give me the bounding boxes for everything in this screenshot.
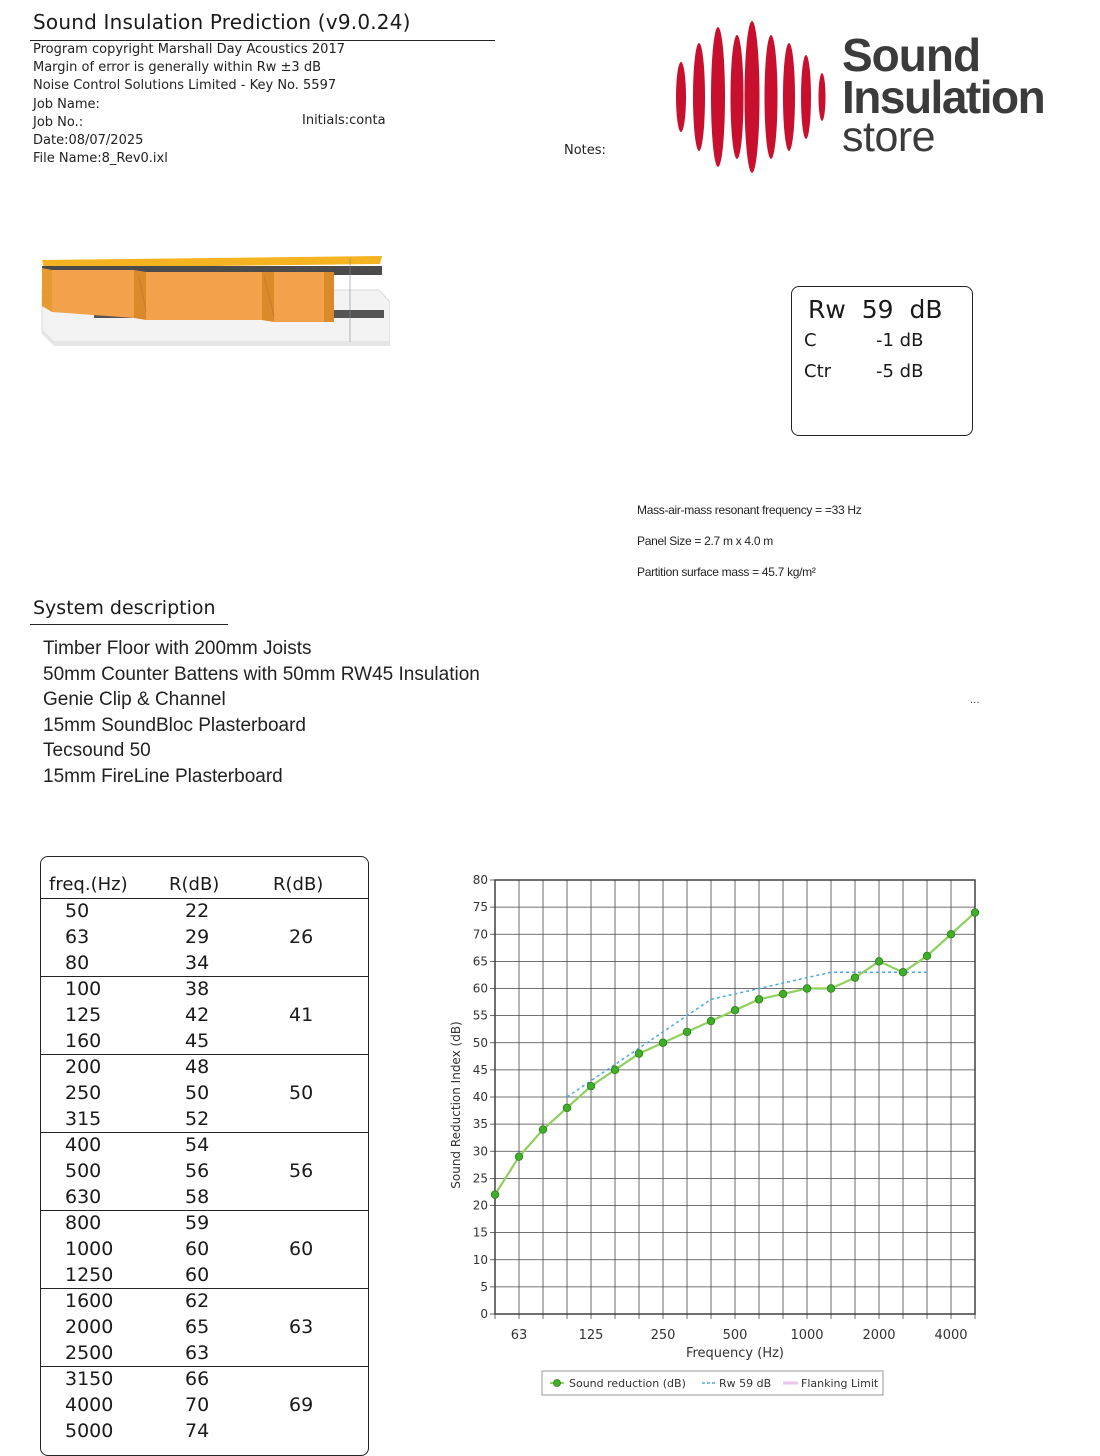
meta-date: Date:08/07/2025 <box>33 133 144 149</box>
sound-reduction-point <box>803 985 811 993</box>
sound-reduction-point <box>851 974 859 982</box>
cell-r-third-octave: 34 <box>185 952 210 974</box>
header-octave-r: R(dB) <box>273 874 324 895</box>
sound-reduction-point <box>659 1039 667 1047</box>
meta-job-name: Job Name: <box>33 96 100 112</box>
logo-line-store: store <box>842 113 936 161</box>
frequency-table <box>40 856 369 1456</box>
sound-reduction-point <box>587 1082 595 1090</box>
cell-frequency: 5000 <box>65 1420 114 1442</box>
header-frequency: freq.(Hz) <box>49 874 128 895</box>
cell-r-third-octave: 54 <box>185 1134 210 1156</box>
initials: Initials:conta <box>302 113 386 128</box>
sound-reduction-point <box>899 968 907 976</box>
y-tick-label: 0 <box>480 1307 488 1321</box>
cell-r-third-octave: 56 <box>185 1160 210 1182</box>
sound-reduction-point <box>755 996 763 1004</box>
sound-reduction-point <box>563 1104 571 1112</box>
sound-reduction-point <box>971 909 979 917</box>
x-axis-title: Frequency (Hz) <box>685 1346 785 1361</box>
cell-r-octave: 26 <box>289 926 314 948</box>
cell-r-third-octave: 74 <box>185 1420 210 1442</box>
x-tick-label: 4000 <box>934 1328 968 1343</box>
x-tick-label: 125 <box>578 1328 604 1343</box>
resonant-frequency: Mass-air-mass resonant frequency = =33 Hz <box>637 503 862 517</box>
cell-r-third-octave: 42 <box>185 1004 210 1026</box>
cell-frequency: 1600 <box>65 1290 114 1312</box>
cell-frequency: 2000 <box>65 1316 114 1338</box>
cell-frequency: 1000 <box>65 1238 114 1260</box>
cell-frequency: 63 <box>65 926 90 948</box>
cell-r-third-octave: 62 <box>185 1290 210 1312</box>
meta-job-no: Job No.: <box>33 114 84 130</box>
sound-reduction-point <box>923 952 931 960</box>
notes-label: Notes: <box>564 143 606 158</box>
y-tick-label: 70 <box>472 927 488 942</box>
y-tick-label: 75 <box>472 900 488 915</box>
rw-label: Rw <box>808 295 846 324</box>
ellipsis-mark: ... <box>970 695 980 706</box>
sound-reduction-point <box>731 1006 739 1014</box>
sound-reduction-point <box>491 1191 499 1199</box>
header-third-octave-r: R(dB) <box>169 874 220 895</box>
y-tick-label: 15 <box>472 1225 488 1240</box>
rw-rating <box>808 295 943 324</box>
cell-r-third-octave: 48 <box>185 1056 210 1078</box>
ctr-rating <box>804 361 923 382</box>
cell-frequency: 315 <box>65 1108 102 1130</box>
brand-logo-text <box>842 29 1045 161</box>
y-tick-label: 40 <box>472 1090 488 1104</box>
cell-r-third-octave: 52 <box>185 1108 210 1130</box>
cell-r-third-octave: 22 <box>185 900 210 922</box>
cell-r-third-octave: 38 <box>185 978 210 1000</box>
y-tick-label: 35 <box>472 1117 488 1132</box>
sound-reduction-point <box>779 990 787 998</box>
meta-file-name: File Name:8_Rev0.ixl <box>33 151 168 167</box>
x-tick-label: 1000 <box>790 1328 824 1343</box>
cell-r-third-octave: 58 <box>185 1186 210 1208</box>
layer-item: Tecsound 50 <box>43 740 151 761</box>
sound-reduction-point <box>707 1017 715 1025</box>
sound-reduction-point <box>683 1028 691 1036</box>
layer-item: Timber Floor with 200mm Joists <box>43 638 312 659</box>
legend-marker-sound-reduction <box>554 1380 561 1387</box>
cell-frequency: 125 <box>65 1004 102 1026</box>
sound-wave-logo-icon <box>672 18 832 176</box>
y-tick-label: 20 <box>472 1198 488 1213</box>
x-tick-label: 2000 <box>862 1328 896 1343</box>
rw-value: 59 <box>861 295 894 324</box>
logo-line-sound: Sound <box>842 29 981 81</box>
surface-mass: Partition surface mass = 45.7 kg/m² <box>637 565 816 579</box>
sound-reduction-chart <box>440 862 1000 1422</box>
y-tick-label: 45 <box>472 1062 488 1077</box>
cell-r-third-octave: 60 <box>185 1238 210 1260</box>
cell-r-octave: 60 <box>289 1238 314 1260</box>
cell-r-third-octave: 70 <box>185 1394 210 1416</box>
sound-reduction-point <box>875 958 883 966</box>
cell-frequency: 100 <box>65 978 102 1000</box>
y-tick-label: 80 <box>472 873 488 887</box>
cell-r-octave: 69 <box>289 1394 314 1416</box>
cell-r-third-octave: 50 <box>185 1082 210 1104</box>
floor-construction-illustration <box>34 250 390 350</box>
legend-label-flanking: Flanking Limit <box>801 1377 879 1390</box>
report-meta <box>33 41 345 168</box>
sound-reduction-point <box>539 1126 547 1134</box>
ctr-label: Ctr <box>804 361 832 382</box>
system-layer-list <box>43 636 480 789</box>
sound-reduction-point <box>515 1153 523 1161</box>
system-description-heading: System description <box>33 597 216 619</box>
y-tick-label: 10 <box>472 1252 488 1267</box>
ctr-value: -5 dB <box>876 361 924 382</box>
sound-reduction-point <box>635 1050 643 1058</box>
cell-r-third-octave: 66 <box>185 1368 210 1390</box>
cell-r-octave: 56 <box>289 1160 314 1182</box>
y-tick-label: 30 <box>472 1144 488 1159</box>
x-tick-label: 63 <box>510 1328 528 1343</box>
legend-label-rw: Rw 59 dB <box>719 1377 772 1390</box>
y-tick-label: 60 <box>472 981 488 996</box>
sound-reduction-point <box>611 1066 619 1074</box>
cell-frequency: 3150 <box>65 1368 114 1390</box>
cell-r-third-octave: 60 <box>185 1264 210 1286</box>
meta-licensee: Noise Control Solutions Limited - Key No. 5597 <box>33 78 337 94</box>
rw-unit: dB <box>909 295 943 324</box>
cell-r-octave: 63 <box>289 1316 314 1338</box>
meta-copyright: Program copyright Marshall Day Acoustics 2017 <box>33 42 345 57</box>
system-description-underline <box>30 624 228 625</box>
logo-line-insulation: Insulation <box>842 71 1045 123</box>
cell-r-third-octave: 63 <box>185 1342 210 1364</box>
cell-frequency: 250 <box>65 1082 102 1104</box>
cell-r-third-octave: 29 <box>185 926 210 948</box>
y-tick-label: 5 <box>480 1279 488 1294</box>
y-tick-label: 25 <box>472 1171 488 1186</box>
rating-summary-box <box>791 286 973 436</box>
c-label: C <box>804 330 817 351</box>
layer-item: Genie Clip & Channel <box>43 689 226 710</box>
cell-frequency: 50 <box>65 900 90 922</box>
cell-frequency: 800 <box>65 1212 102 1234</box>
cell-frequency: 200 <box>65 1056 102 1078</box>
cell-frequency: 500 <box>65 1160 102 1182</box>
y-axis-title: Sound Reduction Index (dB) <box>449 1021 463 1189</box>
cell-r-third-octave: 65 <box>185 1316 210 1338</box>
layer-item: 15mm SoundBloc Plasterboard <box>43 714 306 736</box>
x-tick-label: 500 <box>722 1328 748 1343</box>
c-rating <box>804 330 923 351</box>
cell-r-octave: 41 <box>289 1004 314 1026</box>
cell-frequency: 630 <box>65 1186 102 1208</box>
y-tick-label: 50 <box>472 1035 488 1050</box>
cell-frequency: 80 <box>65 952 90 974</box>
y-tick-label: 65 <box>472 954 488 969</box>
y-tick-label: 55 <box>472 1008 488 1023</box>
layer-item: 50mm Counter Battens with 50mm RW45 Insulation <box>43 663 480 685</box>
cell-r-third-octave: 59 <box>185 1212 210 1234</box>
cell-frequency: 4000 <box>65 1394 114 1416</box>
layer-item: 15mm FireLine Plasterboard <box>43 765 283 787</box>
cell-frequency: 2500 <box>65 1342 114 1364</box>
cell-r-third-octave: 45 <box>185 1030 210 1052</box>
sound-reduction-point <box>827 985 835 993</box>
cell-frequency: 400 <box>65 1134 102 1156</box>
legend-label-sound-reduction: Sound reduction (dB) <box>569 1377 686 1390</box>
panel-size: Panel Size = 2.7 m x 4.0 m <box>637 534 773 548</box>
meta-margin: Margin of error is generally within Rw ±3 dB <box>33 60 321 76</box>
x-tick-label: 250 <box>650 1328 676 1343</box>
sound-reduction-point <box>947 930 955 938</box>
report-title: Sound Insulation Prediction (v9.0.24) <box>33 10 411 34</box>
cell-frequency: 1250 <box>65 1264 114 1286</box>
cell-r-octave: 50 <box>289 1082 314 1104</box>
cell-frequency: 160 <box>65 1030 102 1052</box>
c-value: -1 dB <box>876 330 924 351</box>
